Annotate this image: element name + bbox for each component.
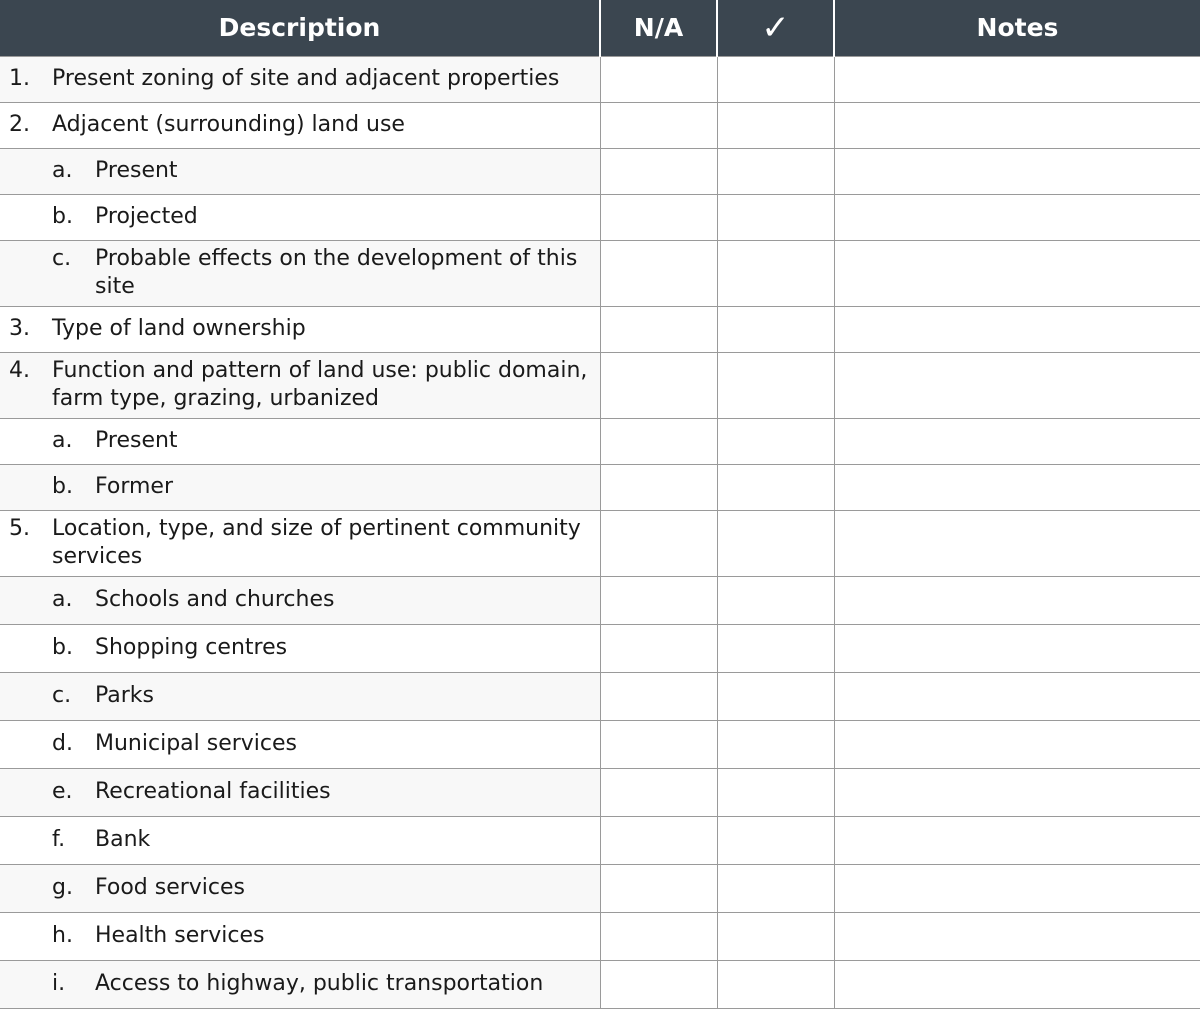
na-cell[interactable] <box>600 510 717 576</box>
item-number: c. <box>52 246 72 271</box>
check-cell[interactable] <box>717 418 834 464</box>
description-cell <box>0 672 600 720</box>
item-number: b. <box>52 635 73 660</box>
item-number: h. <box>52 923 73 948</box>
na-cell[interactable] <box>600 816 717 864</box>
description-cell <box>0 720 600 768</box>
table-row <box>0 352 1200 418</box>
notes-cell[interactable] <box>834 102 1200 148</box>
na-cell[interactable] <box>600 148 717 194</box>
checkmark-icon: ✓ <box>761 7 790 48</box>
notes-cell[interactable] <box>834 960 1200 1008</box>
notes-cell[interactable] <box>834 510 1200 576</box>
table-row <box>0 306 1200 352</box>
table-row <box>0 624 1200 672</box>
table-row <box>0 240 1200 306</box>
na-cell[interactable] <box>600 768 717 816</box>
na-cell[interactable] <box>600 352 717 418</box>
description-cell <box>0 194 600 240</box>
table-row <box>0 464 1200 510</box>
item-text: Health services <box>95 923 265 948</box>
na-cell[interactable] <box>600 418 717 464</box>
item-number: c. <box>52 683 72 708</box>
description-cell <box>0 960 600 1008</box>
notes-cell[interactable] <box>834 576 1200 624</box>
check-cell[interactable] <box>717 720 834 768</box>
item-number: 1. <box>9 66 30 91</box>
item-text: Food services <box>95 875 246 900</box>
table-row <box>0 194 1200 240</box>
description-cell <box>0 102 600 148</box>
item-text: Type of land ownership <box>52 316 306 341</box>
table-row <box>0 960 1200 1008</box>
notes-cell[interactable] <box>834 240 1200 306</box>
notes-cell[interactable] <box>834 194 1200 240</box>
notes-cell[interactable] <box>834 148 1200 194</box>
check-cell[interactable] <box>717 240 834 306</box>
item-number: b. <box>52 204 73 229</box>
item-number: e. <box>52 779 73 804</box>
item-number: a. <box>52 587 73 612</box>
check-cell[interactable] <box>717 464 834 510</box>
description-cell <box>0 464 600 510</box>
check-cell[interactable] <box>717 306 834 352</box>
table-header <box>0 0 1200 56</box>
na-cell[interactable] <box>600 240 717 306</box>
notes-header: Notes <box>834 0 1200 56</box>
description-cell <box>0 148 600 194</box>
description-cell <box>0 912 600 960</box>
na-cell[interactable] <box>600 960 717 1008</box>
item-number: 4. <box>9 358 30 383</box>
check-cell[interactable] <box>717 576 834 624</box>
table-row <box>0 576 1200 624</box>
item-text: Municipal services <box>95 731 298 756</box>
item-text: Access to highway, public transportation <box>95 971 544 996</box>
notes-cell[interactable] <box>834 912 1200 960</box>
description-cell <box>0 306 600 352</box>
description-cell <box>0 576 600 624</box>
check-cell[interactable] <box>717 194 834 240</box>
na-cell[interactable] <box>600 672 717 720</box>
check-cell[interactable] <box>717 768 834 816</box>
na-cell[interactable] <box>600 912 717 960</box>
description-cell <box>0 56 600 102</box>
table-row <box>0 102 1200 148</box>
check-cell[interactable] <box>717 960 834 1008</box>
notes-cell[interactable] <box>834 418 1200 464</box>
item-text: Projected <box>95 204 198 229</box>
item-text: Present <box>95 428 178 453</box>
notes-cell[interactable] <box>834 306 1200 352</box>
item-number: a. <box>52 428 73 453</box>
na-cell[interactable] <box>600 864 717 912</box>
description-cell <box>0 624 600 672</box>
item-number: g. <box>52 875 73 900</box>
notes-cell[interactable] <box>834 720 1200 768</box>
check-cell[interactable] <box>717 56 834 102</box>
na-header: N/A <box>600 0 717 56</box>
item-text: Bank <box>95 827 151 852</box>
item-text: Location, type, and size of pertinent community services <box>52 516 581 569</box>
check-cell[interactable] <box>717 672 834 720</box>
na-cell[interactable] <box>600 56 717 102</box>
description-cell <box>0 510 600 576</box>
table-row <box>0 672 1200 720</box>
na-cell[interactable] <box>600 464 717 510</box>
check-cell[interactable] <box>717 816 834 864</box>
notes-cell[interactable] <box>834 768 1200 816</box>
table-row <box>0 912 1200 960</box>
item-number: 5. <box>9 516 30 541</box>
notes-cell[interactable] <box>834 816 1200 864</box>
check-cell[interactable] <box>717 510 834 576</box>
notes-cell[interactable] <box>834 352 1200 418</box>
table-row <box>0 720 1200 768</box>
item-number: 3. <box>9 316 30 341</box>
table-row <box>0 56 1200 102</box>
description-cell <box>0 864 600 912</box>
notes-cell[interactable] <box>834 464 1200 510</box>
item-text: Recreational facilities <box>95 779 331 804</box>
description-cell <box>0 418 600 464</box>
table-row <box>0 418 1200 464</box>
item-text: Present <box>95 158 178 183</box>
description-cell <box>0 352 600 418</box>
check-cell[interactable] <box>717 864 834 912</box>
na-cell[interactable] <box>600 576 717 624</box>
table-row <box>0 768 1200 816</box>
check-cell[interactable] <box>717 624 834 672</box>
item-number: f. <box>52 827 66 852</box>
notes-cell[interactable] <box>834 56 1200 102</box>
table-body <box>0 56 1200 1008</box>
description-header: Description <box>0 0 600 56</box>
notes-cell[interactable] <box>834 672 1200 720</box>
item-number: b. <box>52 474 73 499</box>
na-cell[interactable] <box>600 720 717 768</box>
table-row <box>0 864 1200 912</box>
na-cell[interactable] <box>600 624 717 672</box>
check-cell[interactable] <box>717 148 834 194</box>
item-text: Shopping centres <box>95 635 288 660</box>
na-cell[interactable] <box>600 102 717 148</box>
item-text: Function and pattern of land use: public domain, farm type, grazing, urbanized <box>52 358 588 411</box>
check-header <box>717 0 834 56</box>
item-number: 2. <box>9 112 30 137</box>
na-cell[interactable] <box>600 306 717 352</box>
item-text: Former <box>95 474 173 499</box>
item-number: d. <box>52 731 73 756</box>
check-cell[interactable] <box>717 912 834 960</box>
item-number: a. <box>52 158 73 183</box>
notes-cell[interactable] <box>834 624 1200 672</box>
item-text: Parks <box>95 683 155 708</box>
description-cell <box>0 816 600 864</box>
table-row <box>0 510 1200 576</box>
item-text: Probable effects on the development of this site <box>95 246 578 299</box>
check-cell[interactable] <box>717 102 834 148</box>
check-cell[interactable] <box>717 352 834 418</box>
table-row <box>0 148 1200 194</box>
item-text: Adjacent (surrounding) land use <box>52 112 405 137</box>
item-text: Schools and churches <box>95 587 335 612</box>
na-cell[interactable] <box>600 194 717 240</box>
table-row <box>0 816 1200 864</box>
description-cell <box>0 768 600 816</box>
notes-cell[interactable] <box>834 864 1200 912</box>
item-text: Present zoning of site and adjacent properties <box>52 66 560 91</box>
item-number: i. <box>52 971 66 996</box>
description-cell <box>0 240 600 306</box>
